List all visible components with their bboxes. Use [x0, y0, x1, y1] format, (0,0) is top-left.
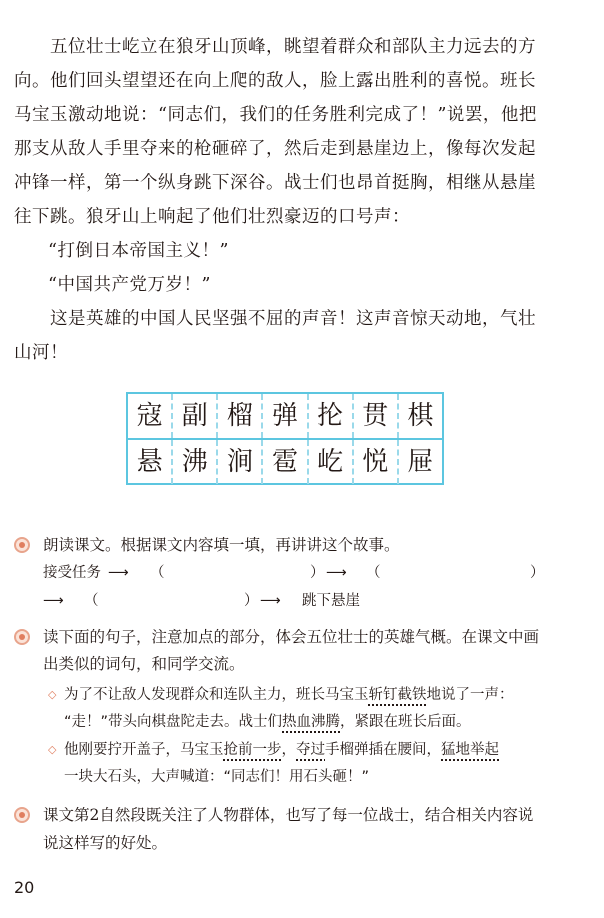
diamond-bullet-icon: ◇ — [48, 688, 57, 701]
exercise-2-text: 出类似的词句，和同学交流。 — [43, 655, 245, 673]
passage-line: 冲锋一样，第一个纵身跳下深谷。战士们也昂首挺胸，相继从悬崖 — [14, 173, 536, 193]
blank-open-paren: （ — [84, 593, 99, 609]
arrow-icon: ⟶ — [260, 593, 281, 609]
blank-close-paren: ） — [310, 565, 325, 581]
blank-close-paren: ） — [244, 593, 259, 609]
blank-open-paren: （ — [150, 565, 165, 581]
dotted-phrase: 猛地举起 — [441, 742, 499, 758]
dotted-phrase: 抢前一步 — [223, 742, 282, 758]
sentence-text: ， — [281, 742, 296, 758]
example-sentence-1 — [64, 684, 514, 706]
character-cell: 涧 — [218, 440, 263, 484]
character-cell: 弹 — [263, 394, 308, 438]
sentence-text: “走！”带头向棋盘陀走去。战士们 — [64, 714, 283, 730]
passage-line: 这是英雄的中国人民坚强不屈的声音！这声音惊天动地，气壮 — [50, 309, 536, 329]
character-cell: 悦 — [354, 440, 399, 484]
character-row — [128, 394, 442, 440]
passage-line: 那支从敌人手里夺来的枪砸碎了，然后走到悬崖边上，像每次发起 — [14, 139, 536, 159]
character-cell: 悬 — [128, 440, 173, 484]
exercise-3-text: 课文第2自然段既关注了人物群体，也写了每一位战士，结合相关内容说 — [43, 806, 534, 824]
character-cell: 屹 — [309, 440, 354, 484]
arrow-icon: ⟶ — [108, 565, 129, 581]
character-cell: 屉 — [407, 447, 434, 477]
new-characters-table — [126, 392, 444, 485]
character-cell: 贯 — [354, 394, 399, 438]
character-row — [128, 440, 442, 484]
exercise-3-text: 说这样写的好处。 — [43, 834, 168, 852]
passage-line: 往下跳。狼牙山上响起了他们壮烈豪迈的口号声： — [14, 207, 410, 227]
passage-line: “中国共产党万岁！” — [48, 275, 211, 295]
dotted-phrase: 热血沸腾 — [282, 714, 341, 730]
exercise-bullet-icon — [14, 807, 30, 823]
exercise-1-text: 朗读课文。根据课文内容填一填，再讲讲这个故事。 — [43, 536, 400, 554]
character-cell: 寇 — [128, 394, 173, 438]
example-sentence-2 — [64, 739, 499, 761]
example-sentence-2-cont: 一块大石头，大声喊道：“同志们！用石头砸！” — [64, 769, 370, 785]
dotted-phrase: 斩钉截铁 — [368, 687, 427, 703]
passage-line: 向。他们回头望望还在向上爬的敌人，脸上露出胜利的喜悦。班长 — [14, 71, 536, 91]
arrow-icon: ⟶ — [43, 593, 64, 609]
sentence-text: 为了不让敌人发现群众和连队主力，班长马宝玉 — [64, 687, 369, 703]
example-sentence-1-cont — [64, 711, 471, 733]
passage-line: 山河！ — [14, 343, 68, 363]
blank-close-paren: ） — [530, 565, 545, 581]
diamond-bullet-icon: ◇ — [48, 743, 57, 756]
passage-line: “打倒日本帝国主义！” — [48, 241, 229, 261]
page-number: 20 — [14, 878, 35, 897]
character-cell: 雹 — [263, 440, 308, 484]
exercise-2-text: 读下面的句子，注意加点的部分，体会五位壮士的英雄气概。在课文中画 — [43, 628, 540, 646]
arrow-icon: ⟶ — [326, 565, 347, 581]
passage-line: 马宝玉激动地说：“同志们，我们的任务胜利完成了！”说罢，他把 — [14, 105, 537, 125]
sentence-text: 地说了一声： — [426, 687, 514, 703]
blank-open-paren: （ — [366, 565, 381, 581]
flow-start-label: 接受任务 — [43, 565, 101, 581]
character-cell: 沸 — [173, 440, 218, 484]
sentence-text: 手榴弹插在腰间， — [325, 742, 441, 758]
character-cell: 抡 — [309, 394, 354, 438]
passage-line: 五位壮士屹立在狼牙山顶峰，眺望着群众和部队主力远去的方 — [50, 37, 536, 57]
exercise-bullet-icon — [14, 629, 30, 645]
exercise-bullet-icon — [14, 537, 30, 553]
character-cell: 副 — [173, 394, 218, 438]
character-cell: 棋 — [407, 401, 434, 431]
sentence-text: 他刚要拧开盖子，马宝玉 — [64, 742, 224, 758]
dotted-phrase: 夺过 — [296, 742, 325, 758]
character-cell: 榴 — [218, 394, 263, 438]
sentence-text: ，紧跟在班长后面。 — [340, 714, 471, 730]
flow-end-label: 跳下悬崖 — [302, 593, 360, 609]
